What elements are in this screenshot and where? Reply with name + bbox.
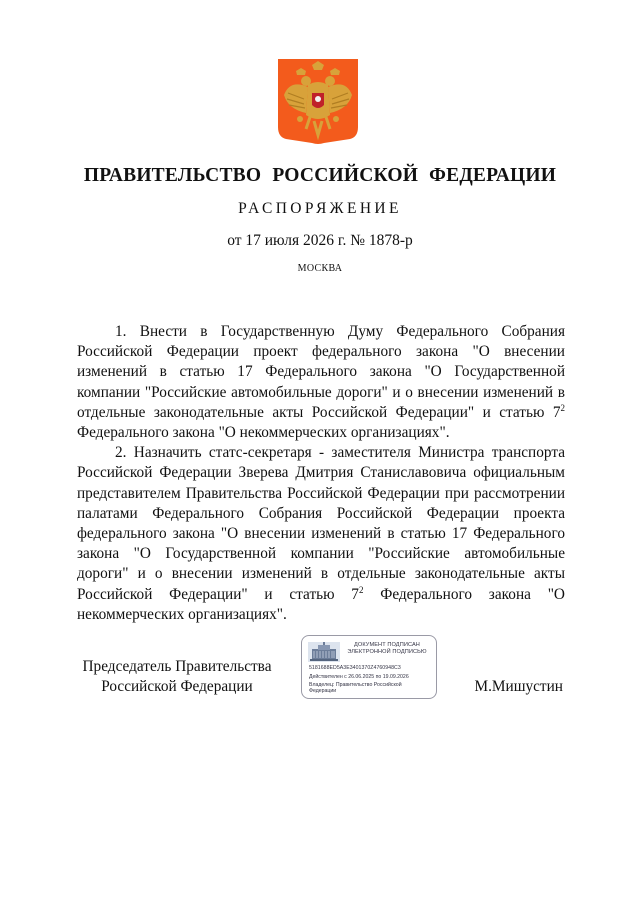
paragraph-2: 2. Назначить статс-секретаря - заместителя Министра транспорта Российской Федерации Зверева Дмитрия Станиславовича официальным представителем Правительства Российской Федерации при рассмотрении палатами Федерального Собрания Российской Федерации проекта федерального закона "О внесении изменений в статью 17 Федерального закона "О Государственной компании "Российские автомобильные дороги" и о внесении изменений в отдельные законодательные акты Российской Федерации" и статью $7^2$ Федерального закона "О некоммерческих организациях".: [77, 444, 565, 623]
electronic-signature-stamp: [301, 635, 437, 699]
document-type: РАСПОРЯЖЕНИЕ: [238, 200, 402, 217]
government-building-icon: [308, 642, 340, 662]
signer-name: М.Мишустин: [474, 678, 563, 695]
paragraph-1: 1. Внести в Государственную Думу Федерального Собрания Российской Федерации проект федерального закона "О внесении изменений в статью 17 Федерального закона "О Государственной компании "Российские автомобильные дороги" и о внесении изменений в отдельные законодательные акты Российской Федерации" и статью $7^2$ Федерального закона "О некоммерческих организациях".: [77, 323, 565, 442]
government-title: ПРАВИТЕЛЬСТВО РОССИЙСКОЙ ФЕДЕРАЦИИ: [83, 165, 557, 186]
stamp-validity: Действителен с 26.06.2025 по 19.09.2026: [309, 674, 409, 680]
document-city: МОСКВА: [297, 263, 343, 274]
stamp-owner: Владелец: Правительство Российской Федерации: [309, 682, 402, 695]
stamp-title: ДОКУМЕНТ ПОДПИСАН ЭЛЕКТРОННОЙ ПОДПИСЬЮ: [347, 642, 427, 655]
superscript: 2: [358, 584, 364, 595]
document-body: [77, 322, 565, 625]
document-date-number: от 17 июля 2026 г. № 1878-р: [227, 232, 413, 249]
signer-position: Председатель Правительства Российской Федерации: [82, 658, 272, 695]
stamp-certificate-number: 5181688ED5A3E3401370Z4760948C3: [309, 665, 401, 671]
coat-of-arms-emblem: [276, 57, 360, 145]
superscript: 2: [560, 402, 565, 413]
double-headed-eagle-icon: [276, 57, 360, 145]
